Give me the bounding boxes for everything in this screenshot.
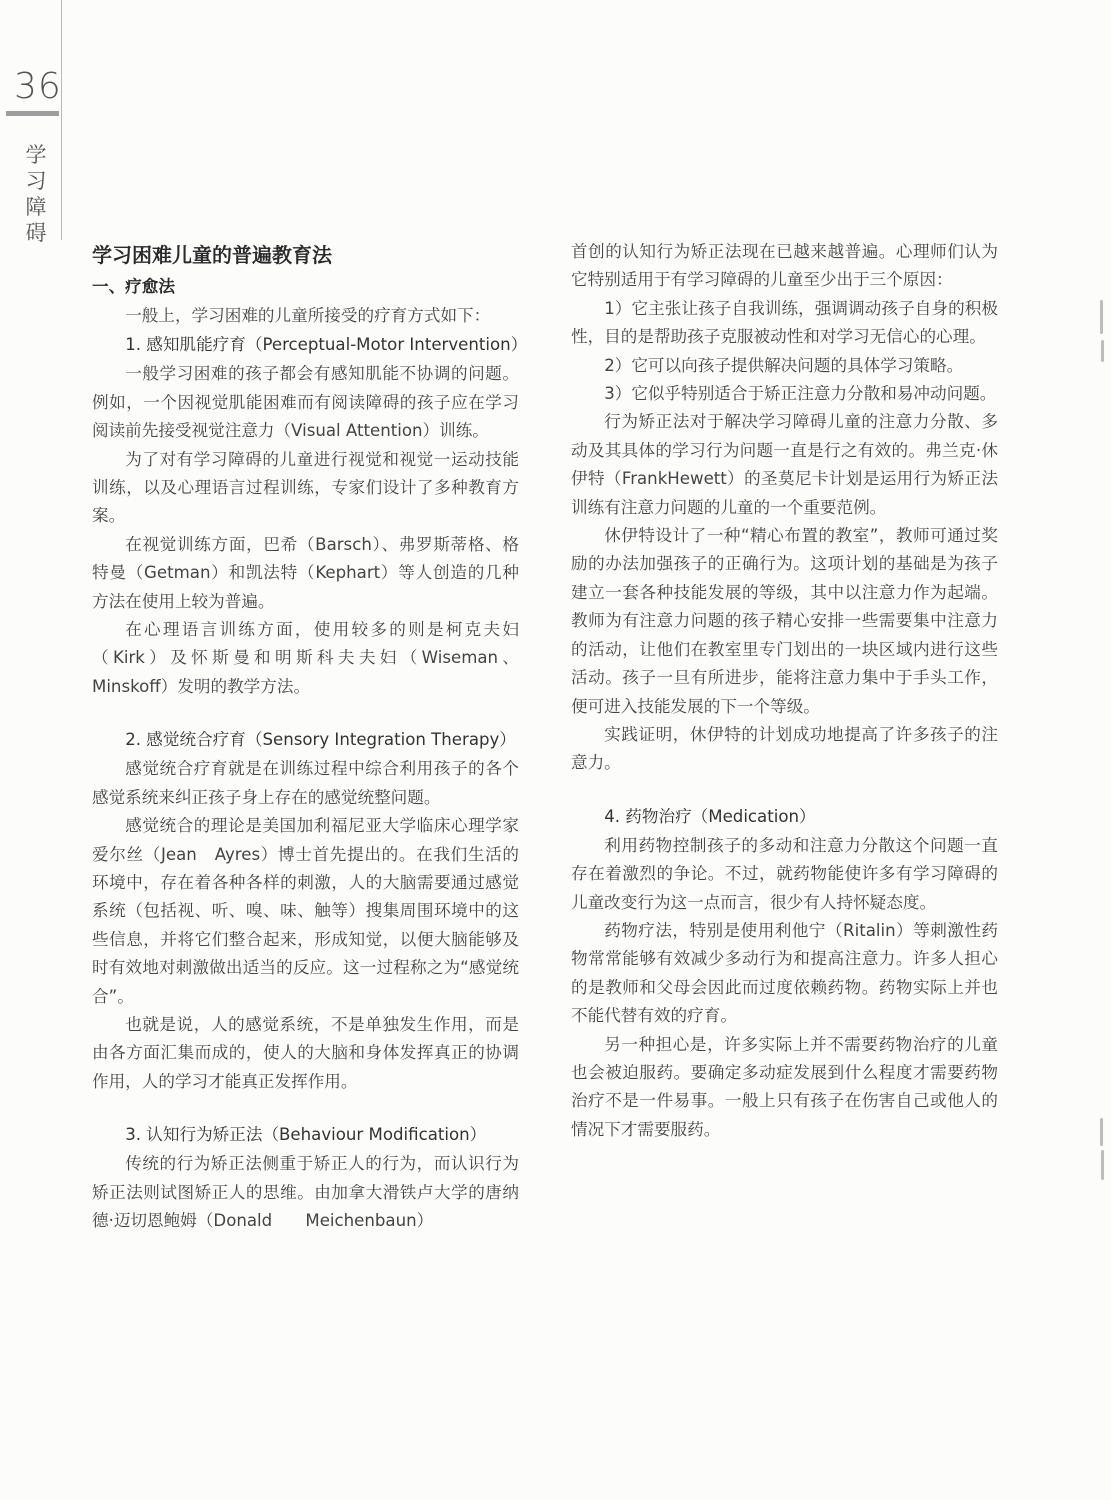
page-number-bar xyxy=(6,111,59,116)
paragraph: 感觉统合的理论是美国加利福尼亚大学临床心理学家爱尔丝（Jean Ayres）博士首先提出的。在我们生活的环境中，存在着各种各样的刺激，人的大脑需要通过感觉系统（包括视、听、嗅、味、触等）搜集周围环境中的这些信息，并将它们整合起来，形成知觉，以便大脑能够及时有效地对刺激做出适当的反应。这一过程称之为“感觉统合”。 xyxy=(92,816,519,1006)
running-title xyxy=(24,142,48,246)
margin-rule xyxy=(61,0,62,240)
scan-mark xyxy=(1101,340,1104,362)
list-item: 3）它似乎特别适合于矫正注意力分散和易冲动问题。 xyxy=(604,384,997,404)
paragraph: 实践证明，休伊特的计划成功地提高了许多孩子的注意力。 xyxy=(571,724,998,773)
left-column xyxy=(92,238,528,1235)
subsection-heading: 4. 药物治疗（Medication） xyxy=(604,806,816,826)
paragraph: 在视觉训练方面，巴希（Barsch）、弗罗斯蒂格、格特曼（Getman）和凯法特（Kephart）等人创造的几种方法在使用上较为普遍。 xyxy=(92,534,519,611)
subsection-heading: 2. 感觉统合疗育（Sensory Integration Therapy） xyxy=(125,730,516,750)
paragraph: 一般学习困难的孩子都会有感知肌能不协调的问题。例如，一个因视觉肌能困难而有阅读障碍的孩子应在学习阅读前先接受视觉注意力（Visual Attention）训练。 xyxy=(92,364,519,441)
paragraph: 一般上，学习困难的儿童所接受的疗育方式如下： xyxy=(125,306,491,325)
subsection-heading: 1. 感知肌能疗育（Perceptual-Motor Intervention） xyxy=(125,335,528,355)
article-title: 学习困难儿童的普遍教育法 xyxy=(92,243,332,267)
running-title-char: 障 xyxy=(25,195,47,219)
page-number: 36 xyxy=(14,66,62,107)
paragraph: 在心理语言训练方面，使用较多的则是柯克夫妇（Kirk）及怀斯曼和明斯科夫夫妇（Wiseman、Minskoff）发明的教学方法。 xyxy=(92,620,519,696)
paragraph: 感觉统合疗育就是在训练过程中综合利用孩子的各个感觉系统来纠正孩子身上存在的感觉统整问题。 xyxy=(92,759,519,807)
running-title-char: 习 xyxy=(25,169,47,193)
running-title-char: 学 xyxy=(25,143,47,167)
paragraph: 另一种担心是，许多实际上并不需要药物治疗的儿童也会被迫服药。要确定多动症发展到什么程度才需要药物治疗不是一件易事。一般上只有孩子在伤害自己或他人的情况下才需要服药。 xyxy=(571,1034,998,1139)
right-column xyxy=(571,238,998,1144)
paragraph: 利用药物控制孩子的多动和注意力分散这个问题一直存在着激烈的争论。不过，就药物能使许多有学习障碍的儿童改变行为这一点而言，很少有人持怀疑态度。 xyxy=(571,835,998,912)
scan-mark xyxy=(1100,1118,1103,1146)
paragraph: 首创的认知行为矫正法现在已越来越普遍。心理师们认为它特别适用于有学习障碍的儿童至少出于三个原因： xyxy=(571,242,998,290)
paragraph: 行为矫正法对于解决学习障碍儿童的注意力分散、多动及其具体的学习行为问题一直是行之有效的。弗兰克·休伊特（FrankHewett）的圣莫尼卡计划是运用行为矫正法训练有注意力问题的儿童的一个重要范例。 xyxy=(571,412,998,517)
scan-mark xyxy=(1100,300,1103,334)
paragraph: 传统的行为矫正法侧重于矫正人的行为，而认识行为矫正法则试图矫正人的思维。由加拿大滑铁卢大学的唐纳德·迈切恩鲍姆（Donald Meichenbaun） xyxy=(92,1154,519,1230)
scan-mark xyxy=(1101,1150,1104,1180)
paragraph: 休伊特设计了一种“精心布置的教室”，教师可通过奖励的办法加强孩子的正确行为。这项计划的基础是为孩子建立一套各种技能发展的等级，其中以注意力作为起端。教师为有注意力问题的孩子精心安排一些需要集中注意力的活动，让他们在教室里专门划出的一块区域内进行这些活动。孩子一旦有所进步，能将注意力集中于手头工作，便可进入技能发展的下一个等级。 xyxy=(571,526,998,716)
list-item: 1）它主张让孩子自我训练，强调调动孩子自身的积极性，目的是帮助孩子克服被动性和对学习无信心的心理。 xyxy=(571,298,998,347)
paragraph: 药物疗法，特别是使用利他宁（Ritalin）等刺激性药物常常能够有效减少多动行为和提高注意力。许多人担心的是教师和父母会因此而过度依赖药物。药物实际上并也不能代替有效的疗育。 xyxy=(571,920,998,1026)
list-item: 2）它可以向孩子提供解决问题的具体学习策略。 xyxy=(604,355,964,375)
running-title-char: 碍 xyxy=(25,221,47,245)
section-heading: 一、疗愈法 xyxy=(92,277,175,296)
paragraph: 为了对有学习障碍的儿童进行视觉和视觉一运动技能训练，以及心理语言过程训练，专家们设计了多种教育方案。 xyxy=(92,449,519,526)
paragraph: 也就是说，人的感觉系统，不是单独发生作用，而是由各方面汇集而成的，使人的大脑和身体发挥真正的协调作用，人的学习才能真正发挥作用。 xyxy=(92,1014,519,1091)
subsection-heading: 3. 认知行为矫正法（Behaviour Modification） xyxy=(125,1125,487,1145)
